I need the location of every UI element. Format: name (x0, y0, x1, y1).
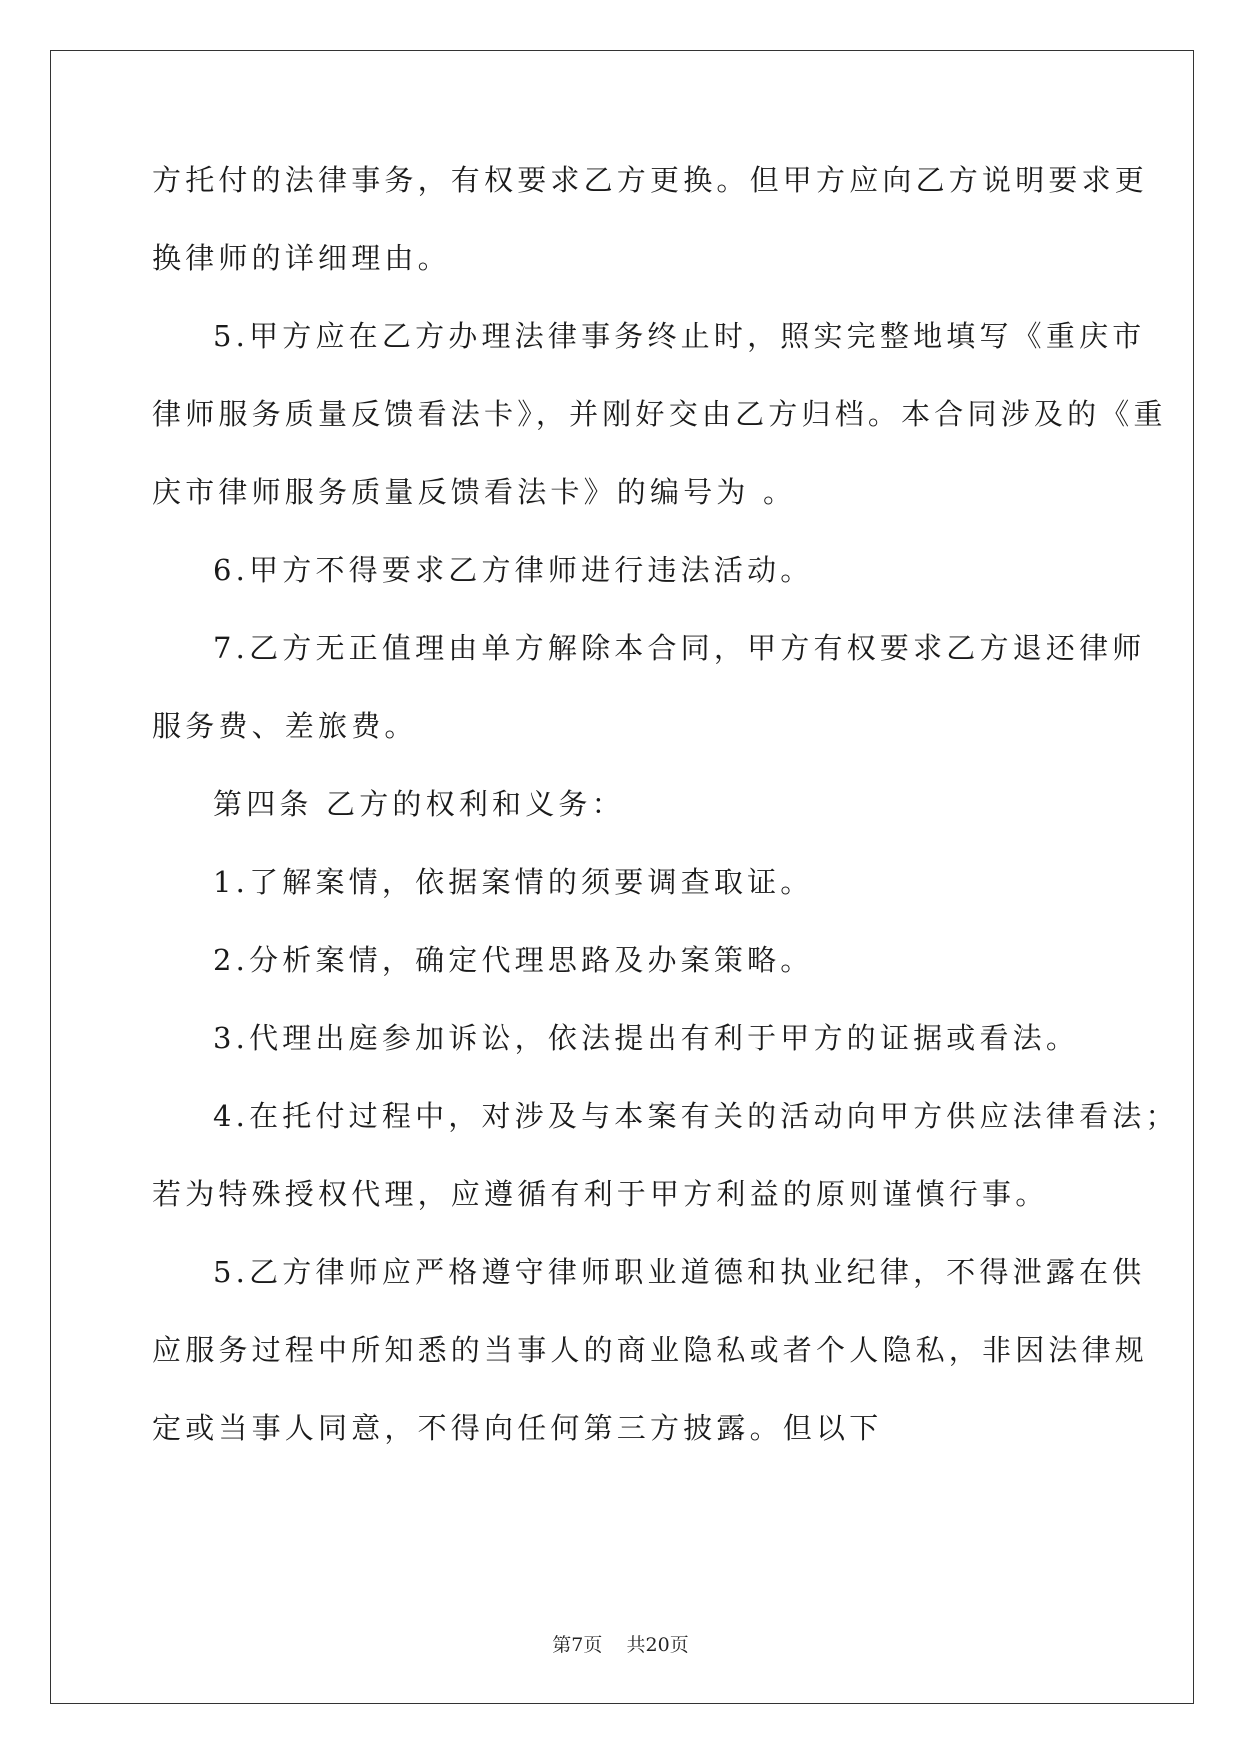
text-line: 4.在托付过程中，对涉及与本案有关的活动向甲方供应法律看法； (213, 1099, 1179, 1133)
text-line: 律师服务质量反馈看法卡》，并刚好交由乙方归档。本合同涉及的《重 (152, 397, 1167, 431)
text-line: 方托付的法律事务，有权要求乙方更换。但甲方应向乙方说明要求更 (152, 163, 1149, 197)
text-line: 7.乙方无正值理由单方解除本合同，甲方有权要求乙方退还律师 (213, 631, 1146, 665)
text-line: 服务费、差旅费。 (152, 709, 418, 743)
text-line: 庆市律师服务质量反馈看法卡》的编号为 。 (152, 475, 797, 509)
text-line: 3.代理出庭参加诉讼，依法提出有利于甲方的证据或看法。 (213, 1021, 1080, 1055)
text-line: 换律师的详细理由。 (152, 241, 451, 275)
page-footer: 第7页 共20页 (552, 1634, 689, 1656)
text-line: 1.了解案情，依据案情的须要调查取证。 (213, 865, 814, 899)
text-line: 6.甲方不得要求乙方律师进行违法活动。 (213, 553, 814, 587)
text-line: 2.分析案情，确定代理思路及办案策略。 (213, 943, 814, 977)
text-line: 5.乙方律师应严格遵守律师职业道德和执业纪律，不得泄露在供 (213, 1255, 1146, 1289)
text-line: 定或当事人同意，不得向任何第三方披露。但以下 (152, 1411, 883, 1445)
text-line: 5.甲方应在乙方办理法律事务终止时，照实完整地填写《重庆市 (213, 319, 1146, 353)
text-line: 若为特殊授权代理，应遵循有利于甲方利益的原则谨慎行事。 (152, 1177, 1049, 1211)
text-line: 第四条 乙方的权利和义务： (213, 787, 625, 821)
text-line: 应服务过程中所知悉的当事人的商业隐私或者个人隐私，非因法律规 (152, 1333, 1149, 1367)
document-body (152, 160, 1179, 1486)
